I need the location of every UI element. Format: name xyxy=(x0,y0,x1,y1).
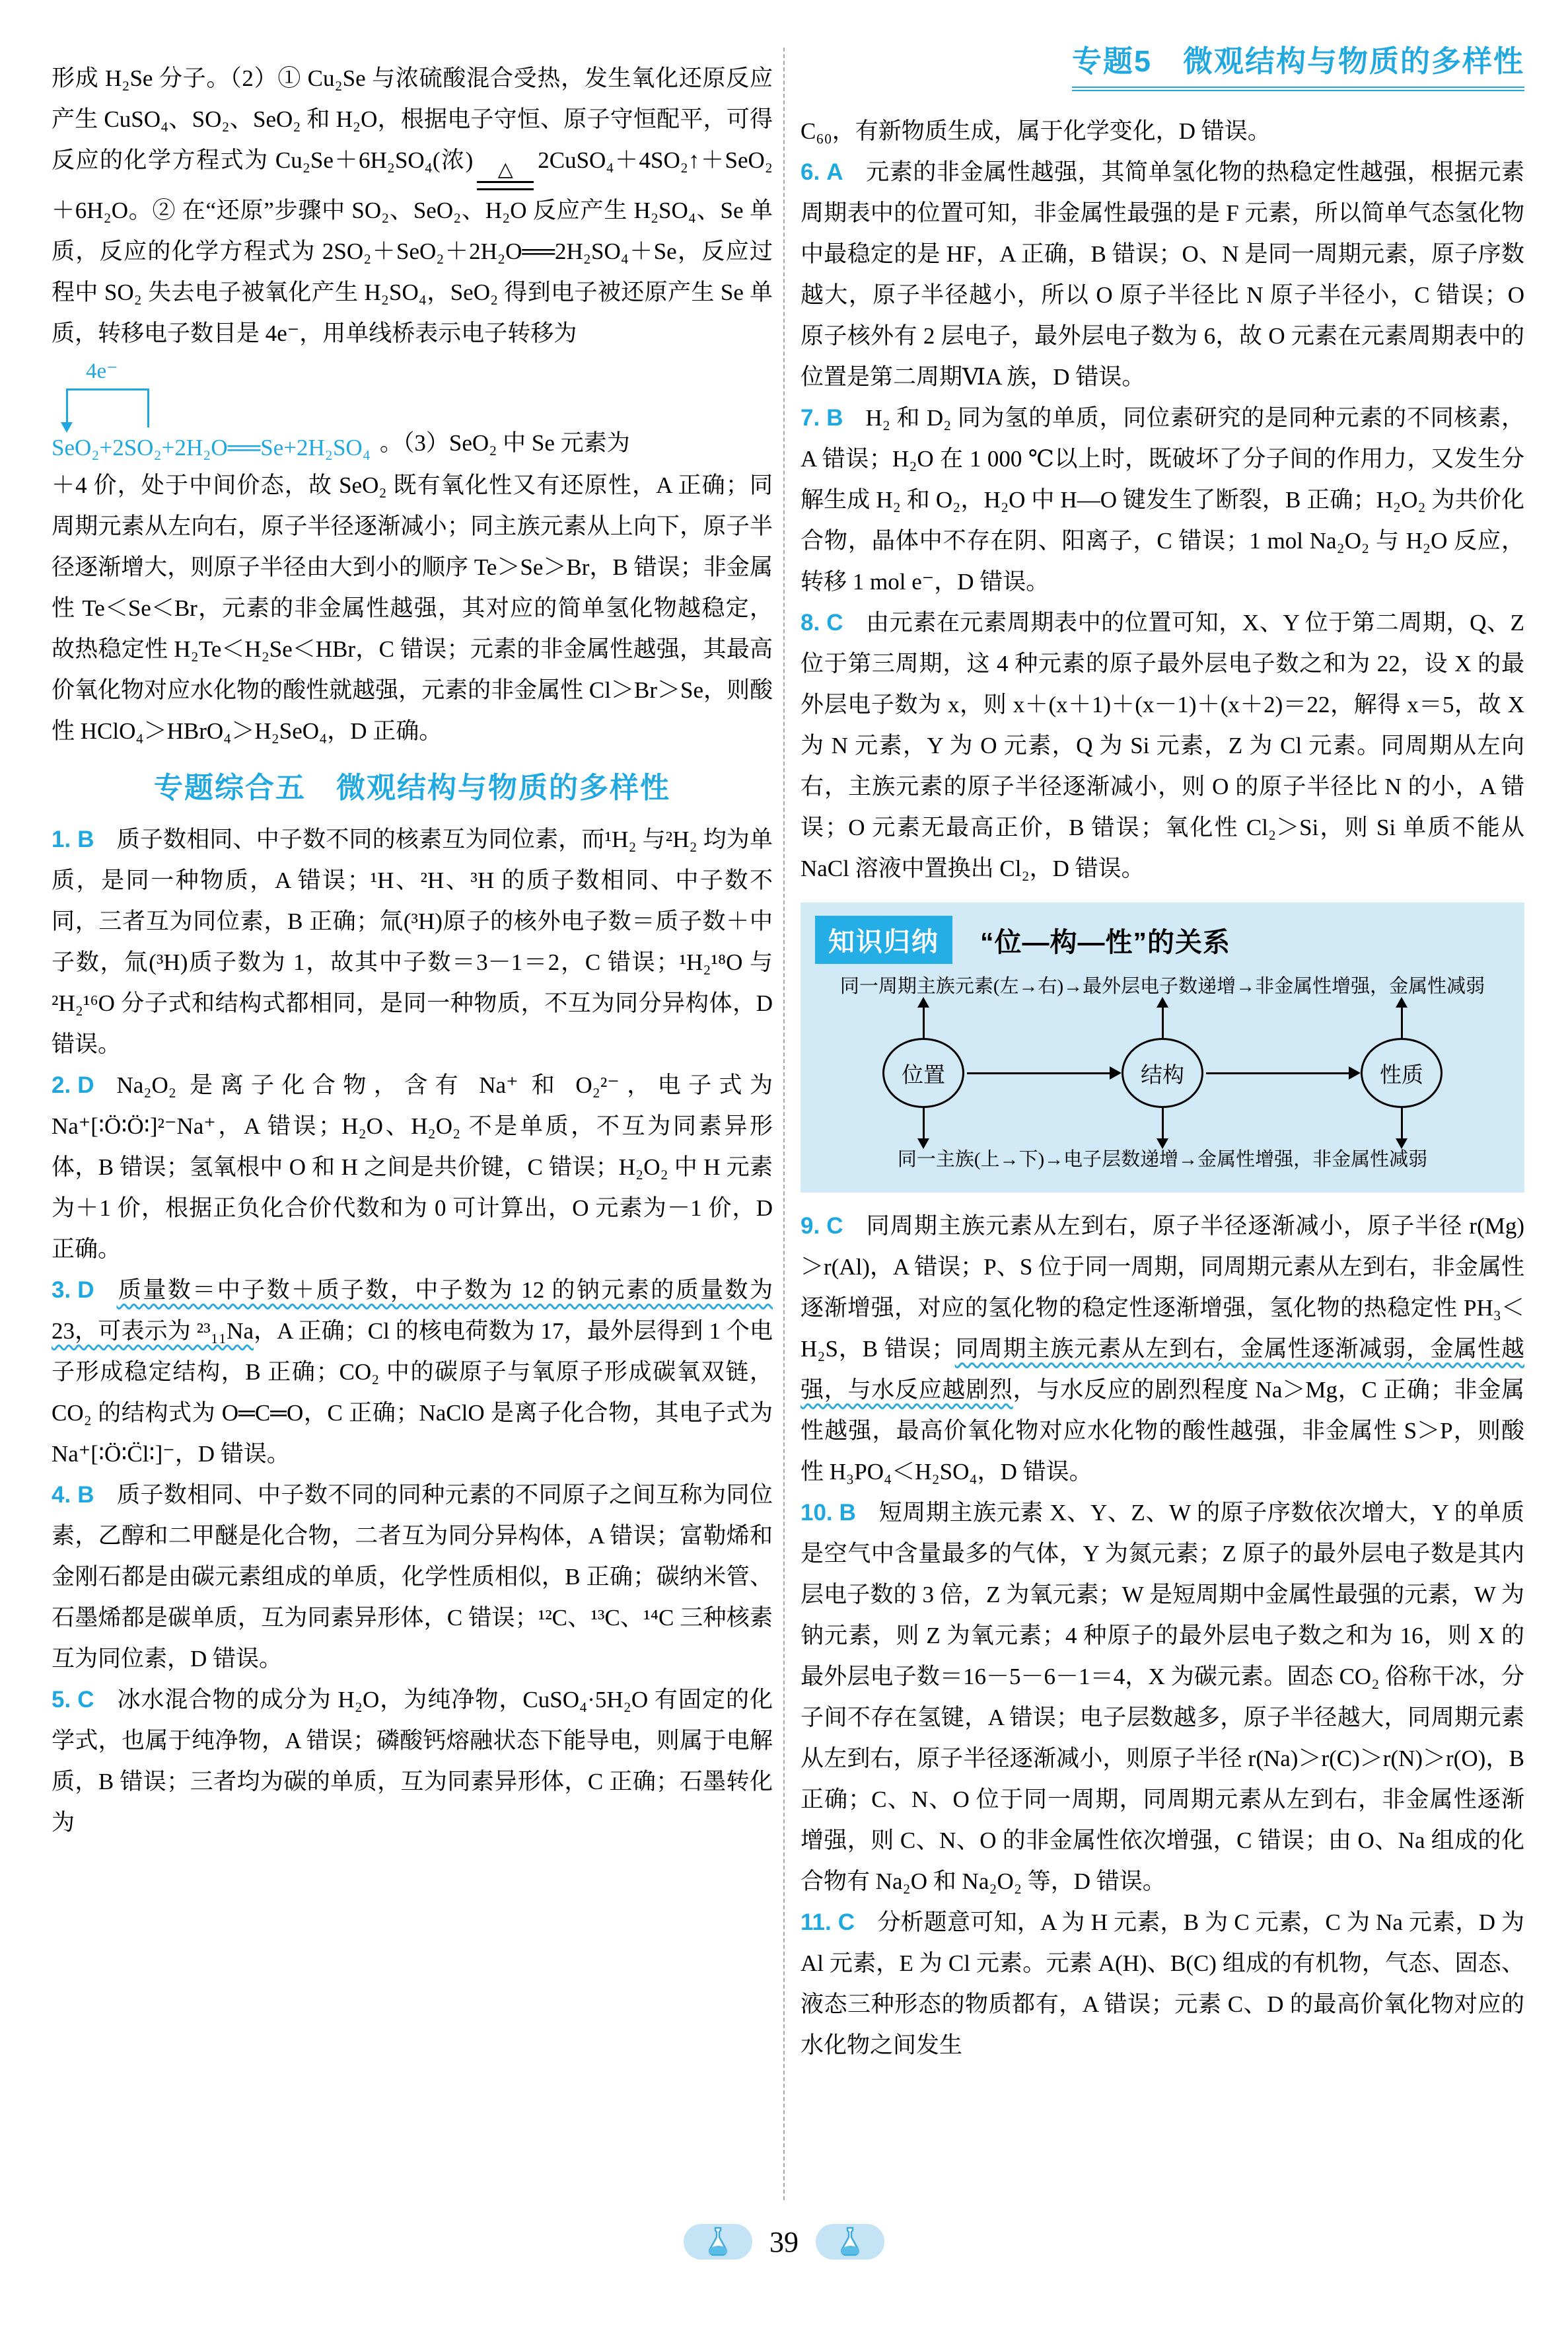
answer-text: 由元素在元素周期表中的位置可知，X、Y 位于第二周期，Q、Z 位于第三周期，这 4 种元素的原子最外层电子数之和为 22，设 X 的最外层电子数为 x，则 x＋(x＋1)＋(x－1)＋(x＋2)＝22，解得 x＝5，故 X 为 N 元素，Y 为 O 元素，Q 为 Si 元素，Z 为 Cl 元素。同周期从左向右，主族元素的原子半径逐渐减小，则 O 的原子半径比 N 的小，A 错误；O 元素无最高正价，B 错误；氧化性 Cl₂＞Si，则 Si 单质不能从 NaCl 溶液中置换出 Cl₂，D 错误。 xyxy=(801,610,1524,881)
answer-text: 同周期主族元素从左到右，原子半径逐渐减小，原子半径 r(Mg)＞r(Al)，A 错误；P、S 位于同一周期，同周期元素从左到右，非金属性逐渐增强，对应的氢化物的稳定性逐渐增强，氢化物的热稳定性 PH₃＜H₂S，B 错误； xyxy=(801,1213,1524,1362)
answer-text: ，与水反应的剧烈程度 Na＞Mg，C 正确；非金属性越强，最高价氧化物对应水化物的酸性越强，非金属性 S＞P，则酸性 H₃PO₄＜H₂SO₄，D 错误。 xyxy=(801,1377,1524,1485)
knowledge-box-header xyxy=(815,916,1510,964)
right-column xyxy=(801,37,1524,2066)
answer-letter: C xyxy=(77,1687,94,1713)
answer-text: 短周期主族元素 X、Y、Z、W 的原子序数依次增大，Y 的单质是空气中含量最多的气体，Y 为氮元素；Z 原子的最外层电子数是其内层电子数的 3 倍，Z 为氧元素；W 是短周期中金属性最强的元素，W 为钠元素，则 Z 为氧元素；4 种原子的最外层电子数之和为 16，则 X 的最外层电子数＝16－5－6－1＝4，X 为碳元素。固态 CO₂ 俗称干冰，分子间不存在氢键，A 错误；电子层数越多，原子半径越大，同周期元素从左到右，原子半径逐渐减小，则原子半径 r(Na)＞r(C)＞r(N)＞r(O)，B 正确；C、N、O 位于同一周期，同周期元素从左到右，非金属性逐渐增强，则 C、N、O 的非金属性依次增强，C 错误；由 O、Na 组成的化合物有 Na₂O 和 Na₂O₂ 等，D 错误。 xyxy=(801,1500,1524,1894)
up-arrow-icon xyxy=(1162,1006,1164,1038)
flask-icon xyxy=(837,2227,863,2257)
page-title: 专题5 微观结构与物质的多样性 xyxy=(1072,37,1524,91)
answer-number: 10. xyxy=(801,1500,833,1526)
answer-number: 11. xyxy=(801,1909,832,1935)
column-separator xyxy=(783,48,785,2200)
knowledge-title: “位—构—性”的关系 xyxy=(980,927,1230,957)
page-number: 39 xyxy=(769,2225,799,2258)
bridge-equation: SeO₂+2SO₂+2H₂O══Se+2H₂SO₄ xyxy=(52,435,371,461)
answer-text: H₂ 和 D₂ 同为氢的单质，同位素研究的是同种元素的不同核素，A 错误；H₂O 在 1 000 ℃以上时，既破坏了分子间的作用力，又发生分解生成 H₂ 和 O₂，H₂O 中 H—O 键发生了断裂，B 正确；H₂O₂ 为共价化合物，晶体中不存在阴、阳离子，C 错误；1 mol Na₂O₂ 与 H₂O 反应，转移 1 mol e⁻，D 错误。 xyxy=(801,405,1524,595)
answer-item-9 xyxy=(801,1206,1524,1493)
electron-transfer-line xyxy=(52,358,773,464)
intro-paragraph xyxy=(52,58,773,354)
answer-letter: B xyxy=(826,405,843,431)
answer-number: 4. xyxy=(52,1482,71,1508)
answer-text: 分析题意可知，A 为 H 元素，B 为 C 元素，C 为 Na 元素，D 为 Al 元素，E 为 Cl 元素。元素 A(H)、B(C) 组成的有机物，气态、固态、液态三种形态的物质都有，A 错误；元素 C、D 的最高价氧化物对应的水化物之间发生 xyxy=(801,1909,1524,2058)
answer-text: 质子数相同、中子数不同的同种元素的不同原子之间互称为同位素，乙醇和二甲醚是化合物，二者互为同分异构体，A 错误；富勒烯和金刚石都是由碳元素组成的单质，化学性质相似，B 正确；碳纳米管、石墨烯都是碳单质，互为同素异形体，C 错误；¹²C、¹³C、¹⁴C 三种核素互为同位素，D 错误。 xyxy=(52,1482,773,1672)
bridge-arrow-icon xyxy=(66,388,149,427)
answer-letter: C xyxy=(826,610,843,636)
answer-letter: A xyxy=(826,159,843,185)
answer-letter: D xyxy=(77,1277,94,1303)
answer-item-8 xyxy=(801,603,1524,889)
answer-text: Na₂O₂ 是离子化合物，含有 Na⁺ 和 O₂²⁻，电子式为 Na⁺[∶Ö∶Ö∶]²⁻Na⁺，A 错误；H₂O、H₂O₂ 不是单质，不互为同素异形体，B 错误；氢氧根中 O 和 H 之间是共价键，C 错误；H₂O₂ 中 H 元素为＋1 价，根据正负化合价代数和为 0 可计算出，O 元素为－1 价，D 正确。 xyxy=(52,1072,773,1262)
answer-item-1 xyxy=(52,819,773,1065)
left-column xyxy=(52,58,773,1843)
intro-paragraph-continued xyxy=(52,465,773,752)
answer-letter: C xyxy=(826,1213,843,1239)
node-property xyxy=(1361,1006,1443,1140)
node-structure xyxy=(1122,1006,1203,1140)
bridge-electron-count: 4e⁻ xyxy=(86,359,118,383)
double-line-equals-icon xyxy=(477,181,534,190)
page-header xyxy=(801,37,1524,91)
answer-letter: C xyxy=(837,1909,855,1935)
position-structure-property-diagram xyxy=(815,1004,1510,1142)
structure-oval: 结构 xyxy=(1122,1038,1203,1108)
electron-bridge-diagram xyxy=(52,358,371,464)
down-arrow-icon xyxy=(923,1108,925,1140)
delta-equals-symbol xyxy=(477,160,534,190)
answer-text-wavy-underlined: 质量数＝中子数＋质子数，中子数为 12 的钠元素的质量数为 23，可表示为 ²³₁₁Na xyxy=(52,1277,773,1344)
answer-letter: B xyxy=(77,827,94,852)
up-arrow-icon xyxy=(1401,1006,1403,1038)
up-arrow-icon xyxy=(923,1006,925,1038)
answer-number: 6. xyxy=(801,159,820,185)
answer-item-10 xyxy=(801,1493,1524,1902)
answer-letter: B xyxy=(77,1482,94,1508)
answer-text: ，A 正确；Cl 的核电荷数为 17，最外层得到 1 个电子形成稳定结构，B 正确；CO₂ 中的碳原子与氧原子形成碳氧双链，CO₂ 的结构式为 O═C═O，C 正确；NaClO 是离子化合物，其电子式为 Na⁺[∶Ö∶C̈l∶]⁻，D 错误。 xyxy=(52,1318,773,1467)
answer-item-4 xyxy=(52,1475,773,1679)
down-arrow-icon xyxy=(1162,1108,1164,1140)
answer-text: 质子数相同、中子数不同的核素互为同位素，而¹H₂ 与²H₂ 均为单质，是同一种物质，A 错误；¹H、²H、³H 的质子数相同、中子数不同，三者互为同位素，B 正确；氚(³H)原子的核外电子数＝质子数＋中子数，氚(³H)质子数为 1，故其中子数＝3－1＝2，C 错误；¹H₂¹⁸O 与²H₂¹⁶O 分子式和结构式都相同，是同一种物质，不互为同分异构体，D 错误。 xyxy=(52,827,773,1057)
flask-icon xyxy=(816,2224,884,2260)
flask-icon xyxy=(684,2224,752,2260)
right-arrow-icon xyxy=(967,1072,1119,1074)
answer-number: 7. xyxy=(801,405,820,431)
answer-text: 元素的非金属性越强，其简单氢化物的热稳定性越强，根据元素周期表中的位置可知，非金属性最强的是 F 元素，所以简单气态氢化物中最稳定的是 HF，A 正确，B 错误；O、N 是同一周期元素，原子序数越大，原子半径越小，所以 O 原子半径比 N 原子半径小，C 错误；O 原子核外有 2 层电子，最外层电子数为 6，故 O 元素在元素周期表中的位置是第二周期ⅥA 族，D 错误。 xyxy=(801,159,1524,390)
answer-letter: D xyxy=(77,1072,94,1098)
answer-item-3 xyxy=(52,1270,773,1475)
answer-item-5 xyxy=(52,1679,773,1843)
knowledge-summary-box xyxy=(801,903,1524,1193)
knowledge-badge: 知识归纳 xyxy=(815,916,952,964)
answer-item-2 xyxy=(52,1065,773,1270)
group-rule-text: 同一主族(上→下)→电子层数递增→金属性增强，非金属性减弱 xyxy=(897,1149,1428,1170)
page-footer xyxy=(0,2224,1568,2260)
answer-number: 2. xyxy=(52,1072,71,1098)
flask-icon xyxy=(705,2227,731,2257)
property-oval: 性质 xyxy=(1361,1038,1443,1108)
section-title: 专题综合五 微观结构与物质的多样性 xyxy=(154,772,670,804)
answer-number: 5. xyxy=(52,1687,71,1713)
intro-segment-2: 2CuSO₄＋4SO₂↑＋SeO₂＋6H₂O。② 在“还原”步骤中 SO₂、SeO₂、H₂O 反应产生 H₂SO₄、Se 单质，反应的化学方程式为 2SO₂＋SeO₂＋2H₂O══2H₂SO₄＋Se，反应过程中 SO₂ 失去电子被氧化产生 H₂SO₄，SeO₂ 得到电子被还原产生 Se 单质，转移电子数目是 4e⁻，用单线桥表示电子转移为 xyxy=(52,147,773,346)
position-oval: 位置 xyxy=(882,1038,964,1108)
bridge-after-text: 。（3）SeO₂ 中 Se 元素为 xyxy=(379,430,630,456)
answer-letter: B xyxy=(839,1500,856,1526)
answer-number: 8. xyxy=(801,610,820,636)
intro-segment-3: ＋4 价，处于中间价态，故 SeO₂ 既有氧化性又有还原性，A 正确；同周期元素从左向右，原子半径逐渐减小；同主族元素从上向下，原子半径逐渐增大，则原子半径由大到小的顺序 Te＞Se＞Br，B 错误；非金属性 Te＜Se＜Br，元素的非金属性越强，其对应的简单氢化物越稳定，故热稳定性 H₂Te＜H₂Se＜HBr，C 错误；元素的非金属性越强，其最高价氧化物对应水化物的酸性就越强，元素的非金属性 Cl＞Br＞Se，则酸性 HClO₄＞HBrO₄＞H₂SeO₄，D 正确。 xyxy=(52,472,773,744)
answer-number: 3. xyxy=(52,1277,71,1303)
period-rule-text: 同一周期主族元素(左→右)→最外层电子数递增→非金属性增强，金属性减弱 xyxy=(839,976,1485,997)
answer-number: 1. xyxy=(52,827,71,852)
answer-text-wavy-underlined: 同周期主族元素从左到右，金属性逐渐减弱，金属性越强，与水反应越剧烈 xyxy=(801,1336,1524,1403)
continued-paragraph: C₆₀，有新物质生成，属于化学变化，D 错误。 xyxy=(801,118,1271,144)
answer-number: 9. xyxy=(801,1213,820,1239)
answer-text: 冰水混合物的成分为 H₂O，为纯净物，CuSO₄·5H₂O 有固定的化学式，也属于纯净物，A 错误；磷酸钙熔融状态下能导电，则属于电解质，B 错误；三者均为碳的单质，互为同素异形体，C 正确；石墨转化为 xyxy=(52,1687,773,1835)
answer-item-11 xyxy=(801,1902,1524,2066)
intro-segment-1: 形成 H₂Se 分子。（2）① Cu₂Se 与浓硫酸混合受热，发生氧化还原反应产生 CuSO₄、SO₂、SeO₂ 和 H₂O，根据电子守恒、原子守恒配平，可得反应的化学方程式为 Cu₂Se＋6H₂SO₄(浓) xyxy=(52,65,773,173)
node-position xyxy=(882,1006,964,1140)
right-arrow-icon xyxy=(1206,1072,1358,1074)
answer-item-6 xyxy=(801,152,1524,398)
delta-icon: △ xyxy=(497,159,513,180)
answer-item-7 xyxy=(801,398,1524,603)
down-arrow-icon xyxy=(1401,1108,1403,1140)
